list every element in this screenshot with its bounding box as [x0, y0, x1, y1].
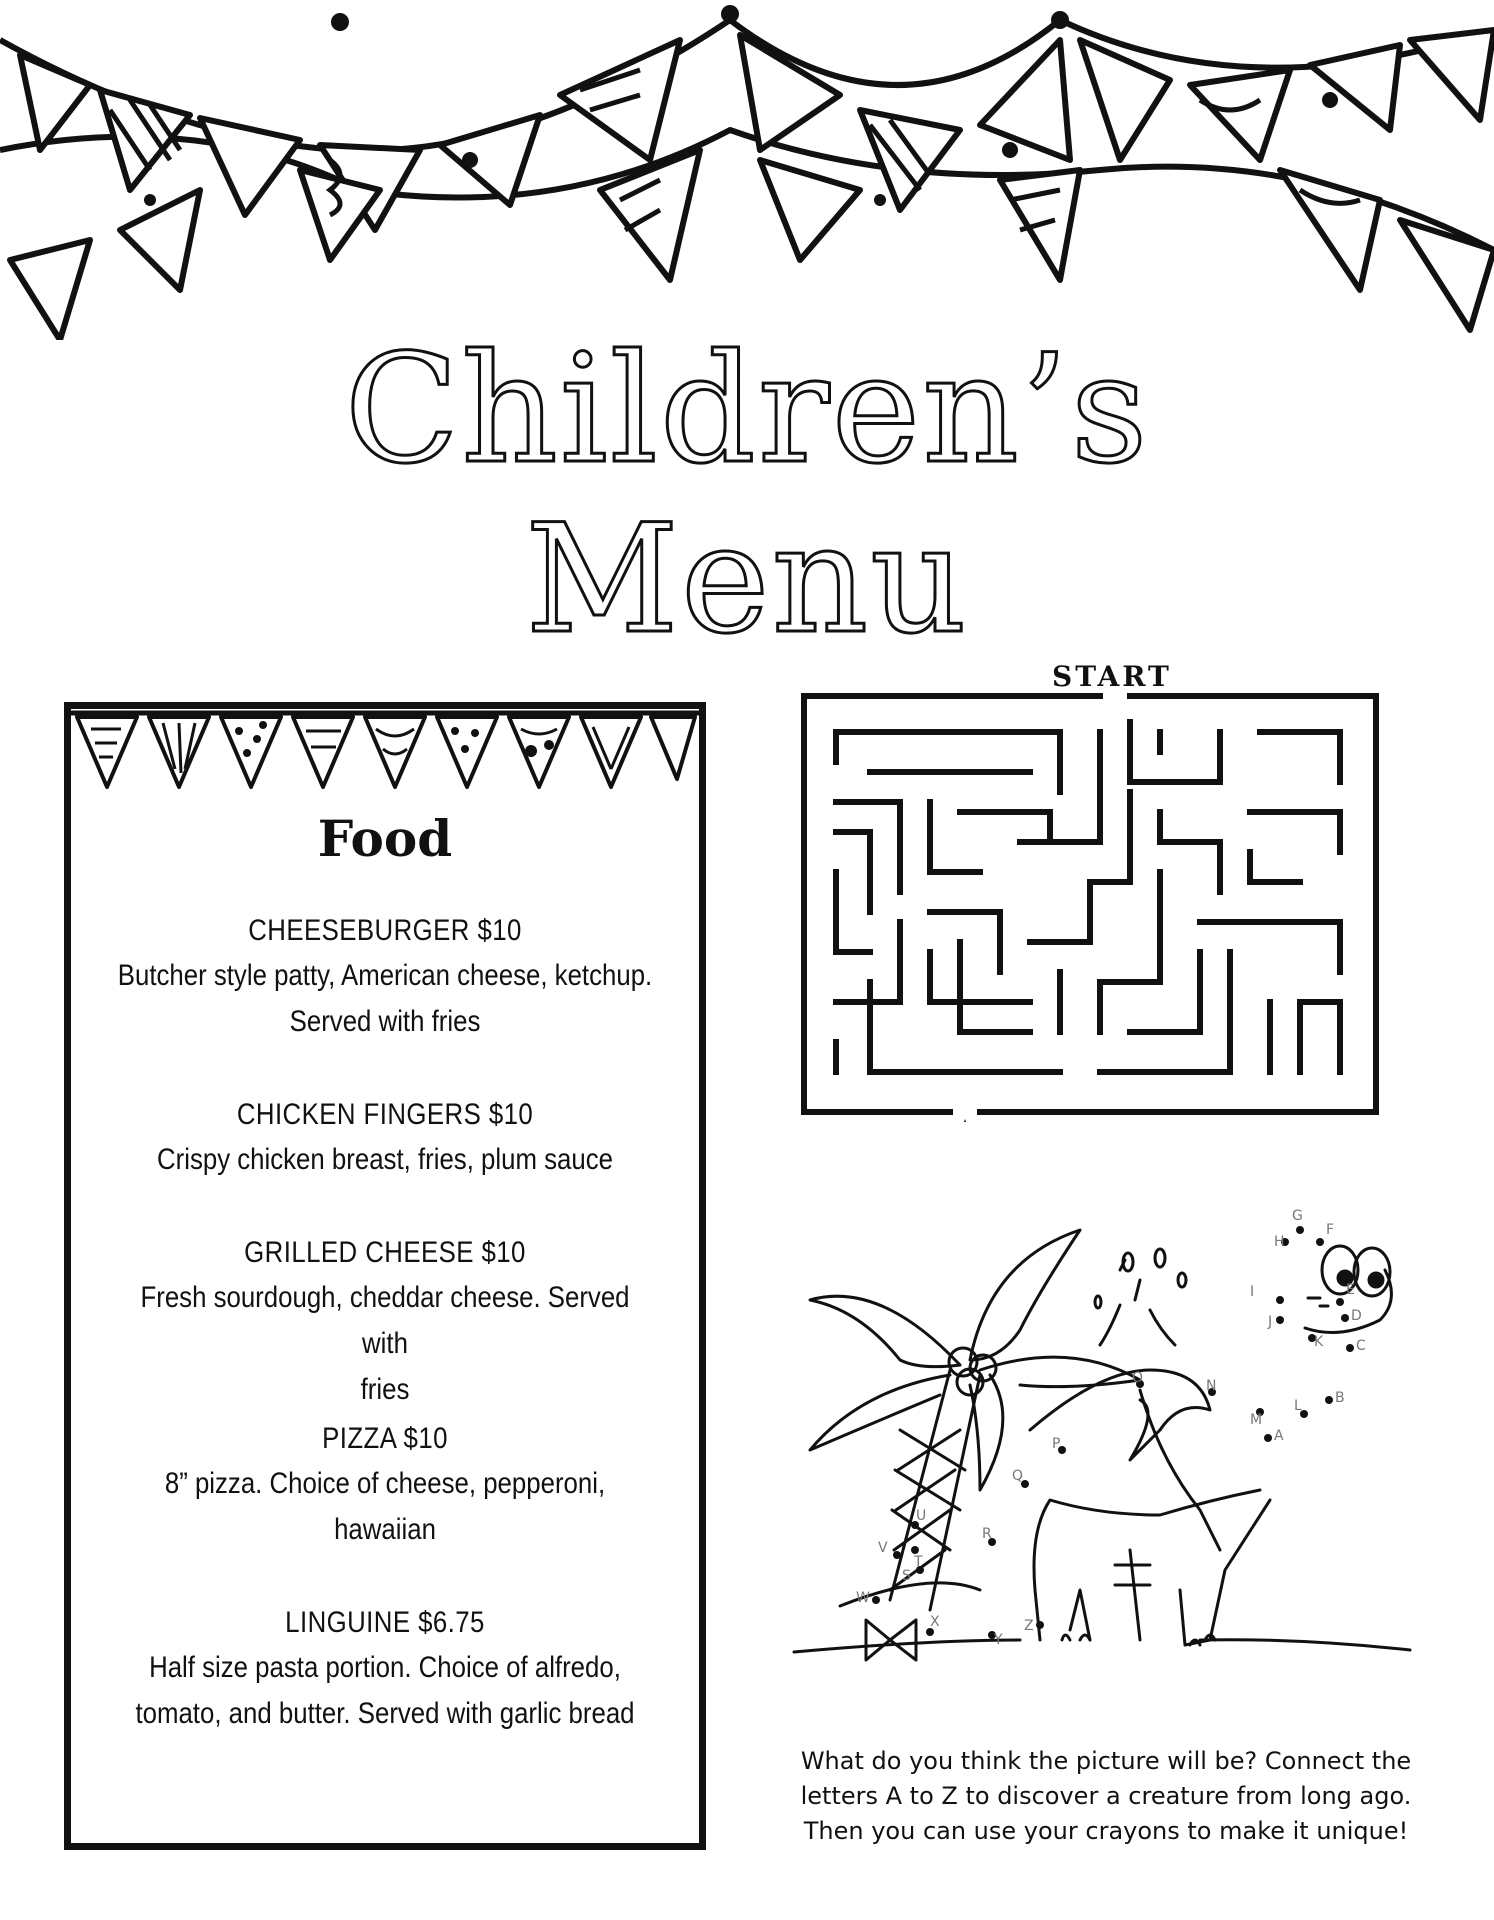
menu-item-desc: tomato, and butter. Served with garlic bread: [135, 1697, 635, 1730]
dot-label-l: L: [1294, 1398, 1302, 1414]
title-line-1: Children’s: [344, 323, 1150, 497]
dot-label-q: Q: [1012, 1468, 1024, 1484]
dot-label-g: G: [1292, 1208, 1303, 1224]
caption-line: What do you think the picture will be? Connect the: [800, 1747, 1412, 1775]
dot-label-b: B: [1335, 1390, 1345, 1406]
dot-label-o: O: [1132, 1370, 1144, 1386]
dot-label-p: P: [1052, 1436, 1061, 1452]
dot-label-v: V: [878, 1540, 888, 1556]
maze-puzzle: [800, 692, 1380, 1122]
menu-item-pizza: [71, 1417, 699, 1553]
dot-label-e: E: [1346, 1282, 1355, 1298]
menu-bunting: [71, 709, 699, 799]
dot-label-i: I: [1250, 1284, 1255, 1300]
dot-label-y: Y: [994, 1632, 1003, 1648]
dot-label-f: F: [1326, 1222, 1335, 1238]
dot-label-a: A: [1274, 1428, 1284, 1444]
menu-item-desc: fries: [360, 1373, 410, 1406]
menu-item-name: LINGUINE $6.75: [285, 1606, 485, 1639]
dot-label-c: C: [1356, 1338, 1366, 1354]
menu-item-desc: hawaiian: [334, 1513, 436, 1546]
menu-item-desc: Fresh sourdough, cheddar cheese. Served with: [140, 1281, 630, 1360]
dot-label-d: D: [1351, 1308, 1362, 1324]
menu-item-name: PIZZA $10: [322, 1422, 448, 1455]
dot-to-dot-caption: [766, 1744, 1446, 1849]
dot-label-n: N: [1206, 1378, 1217, 1394]
food-heading: Food: [317, 809, 453, 868]
dot-label-t: T: [914, 1554, 923, 1570]
dot-label-s: S: [902, 1568, 911, 1584]
menu-item-chicken-fingers: [71, 1093, 699, 1183]
dot-label-h: H: [1274, 1234, 1285, 1250]
menu-item-desc: Butcher style patty, American cheese, ketchup.: [117, 959, 653, 992]
caption-line: Then you can use your crayons to make it unique!: [803, 1817, 1409, 1845]
menu-item-desc: Served with fries: [289, 1005, 481, 1038]
menu-item-cheeseburger: [71, 909, 699, 1045]
menu-item-name: CHICKEN FINGERS $10: [236, 1098, 534, 1131]
menu-item-desc: 8” pizza. Choice of cheese, pepperoni,: [164, 1467, 606, 1500]
caption-line: letters A to Z to discover a creature from long ago.: [800, 1782, 1412, 1810]
dot-label-m: M: [1250, 1412, 1263, 1428]
menu-item-desc: Crispy chicken breast, fries, plum sauce: [157, 1143, 613, 1176]
menu-item-name: GRILLED CHEESE $10: [244, 1236, 526, 1269]
menu-card: [64, 702, 706, 1850]
menu-item-grilled-cheese: [71, 1231, 699, 1413]
dot-to-dot-dinosaur: [780, 1170, 1440, 1690]
menu-item-linguine: [71, 1601, 699, 1737]
dot-label-r: R: [982, 1526, 992, 1542]
dot-label-j: J: [1268, 1314, 1273, 1330]
dot-label-w: W: [856, 1590, 870, 1606]
bunting-banner: [0, 0, 1494, 340]
dot-label-k: K: [1314, 1334, 1324, 1350]
dot-label-u: U: [916, 1508, 927, 1524]
star-icon: [941, 1119, 989, 1122]
title-line-2: Menu: [525, 493, 969, 667]
menu-item-desc: Half size pasta portion. Choice of alfredo,: [149, 1651, 621, 1684]
maze-start-label: START: [1052, 660, 1172, 693]
menu-item-name: CHEESEBURGER $10: [248, 914, 522, 947]
dot-label-x: X: [930, 1614, 940, 1630]
dot-label-z: Z: [1024, 1618, 1034, 1634]
